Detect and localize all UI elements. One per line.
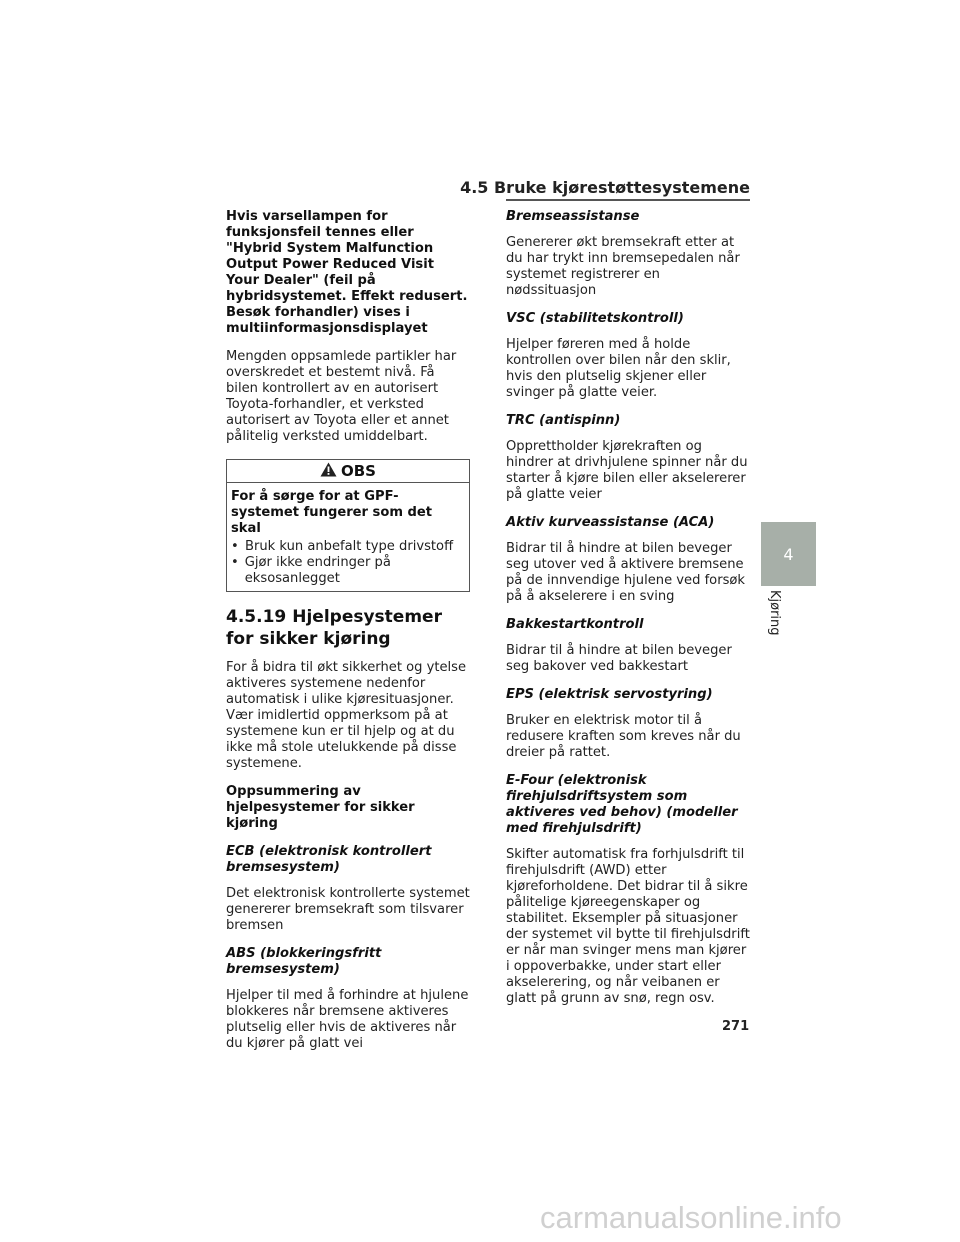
summary-heading: Oppsummering av hjelpesystemer for sikker kjøring — [226, 784, 415, 831]
system-description: Bidrar til å hindre at bilen beveger seg bakover ved bakkestart — [506, 643, 732, 674]
chapter-label: Kjøring — [767, 590, 782, 636]
warning-heading: Hvis varsellampen for funksjonsfeil tennes eller "Hybrid System Malfunction Output Power Reduced Visit Your Dealer" (feil på hybridsystemet. Effekt redusert. Besøk forhandler) vises i multiinformasjonsdisplayet — [226, 209, 468, 336]
obs-body — [227, 483, 469, 591]
obs-bullet-text: Gjør ikke endringer på eksosanlegget — [244, 555, 391, 586]
obs-heading: For å sørge for at GPF-systemet fungerer som det skal — [231, 489, 433, 536]
system-title: E-Four (elektronisk firehjulsdriftsystem som aktiveres ved behov) (modeller med firehjulsdrift) — [506, 773, 738, 836]
system-title: VSC (stabilitetskontroll) — [506, 311, 684, 326]
system-title: Bakkestartkontroll — [506, 617, 644, 632]
system-description: Opprettholder kjørekraften og hindrer at drivhjulene spinner når du starter å kjøre bilen eller akselererer på glatte veier — [506, 439, 748, 502]
system-description: Bruker en elektrisk motor til å redusere kraften som kreves når du dreier på rattet. — [506, 713, 741, 760]
system-title: Bremseassistanse — [506, 209, 640, 224]
system-title: Aktiv kurveassistanse (ACA) — [506, 515, 715, 530]
system-description: Genererer økt bremsekraft etter at du har trykt inn bremsepedalen når systemet registrerer en nødssituasjon — [506, 235, 740, 298]
section-number: 4.5.19 — [226, 607, 287, 627]
section-title: Hjelpesystemer for sikker kjøring — [226, 607, 442, 649]
system-description: Hjelper føreren med å holde kontrollen over bilen når den sklir, hvis den plutselig skjener eller svinger på glatte veier. — [506, 337, 731, 400]
system-title: TRC (antispinn) — [506, 413, 621, 428]
obs-notice-box — [226, 459, 470, 592]
section-intro: For å bidra til økt sikkerhet og ytelse aktiveres systemene nedenfor automatisk i ulike kjøresituasjoner. Vær imidlertid oppmerksom på at systemene kun er til hjelp og at du ikke må stole utelukkende på disse systemene. — [226, 660, 467, 771]
left-column — [226, 209, 470, 1064]
chapter-header: 4.5 Bruke kjørestøttesystemene — [460, 178, 750, 197]
chapter-number: 4 — [783, 544, 794, 564]
chapter-tab — [761, 522, 816, 586]
system-title: ECB (elektronisk kontrollert bremsesystem) — [226, 844, 432, 875]
system-title: ABS (blokkeringsfritt bremsesystem) — [226, 946, 382, 977]
section-heading — [226, 606, 470, 650]
system-description: Skifter automatisk fra forhjulsdrift til firehjulsdrift (AWD) etter kjøreforholdene. Det bidrar til å sikre pålitelige kjøreegenskaper og stabilitet. Eksempler på situasjoner der systemet vil bytte til firehjulsdrift er når man svinger mens man kjører i oppoverbakke, under start eller akselerering, og når veibanen er glatt på grunn av snø, regn osv. — [506, 847, 750, 1006]
system-description: Hjelper til med å forhindre at hjulene blokkeres når bremsene aktiveres plutselig eller hvis de aktiveres når du kjører på glatt vei — [226, 988, 469, 1051]
warning-text: Mengden oppsamlede partikler har overskredet et bestemt nivå. Få bilen kontrollert av en autorisert Toyota-forhandler, et verksted autorisert av Toyota eller et annet pålitelig verksted umiddelbart. — [226, 349, 457, 444]
header-divider — [506, 199, 750, 201]
watermark: carmanualsonline.info — [540, 1200, 842, 1235]
obs-bullet: • Bruk kun anbefalt type drivstoff — [231, 539, 454, 554]
obs-bullet-text: Bruk kun anbefalt type drivstoff — [245, 539, 454, 554]
system-title: EPS (elektrisk servostyring) — [506, 687, 713, 702]
warning-triangle-icon — [320, 462, 337, 481]
obs-label: OBS — [341, 462, 376, 480]
obs-header — [227, 460, 469, 483]
system-description: Bidrar til å hindre at bilen beveger seg utover ved å aktivere bremsene på de innvendige hjulene ved forsøk på å akselerere i en sving — [506, 541, 745, 604]
right-column — [506, 209, 750, 1019]
system-description: Det elektronisk kontrollerte systemet genererer bremsekraft som tilsvarer bremsen — [226, 886, 470, 933]
obs-bullet: • Gjør ikke endringer på eksosanlegget — [231, 555, 465, 587]
page-number: 271 — [722, 1019, 750, 1034]
